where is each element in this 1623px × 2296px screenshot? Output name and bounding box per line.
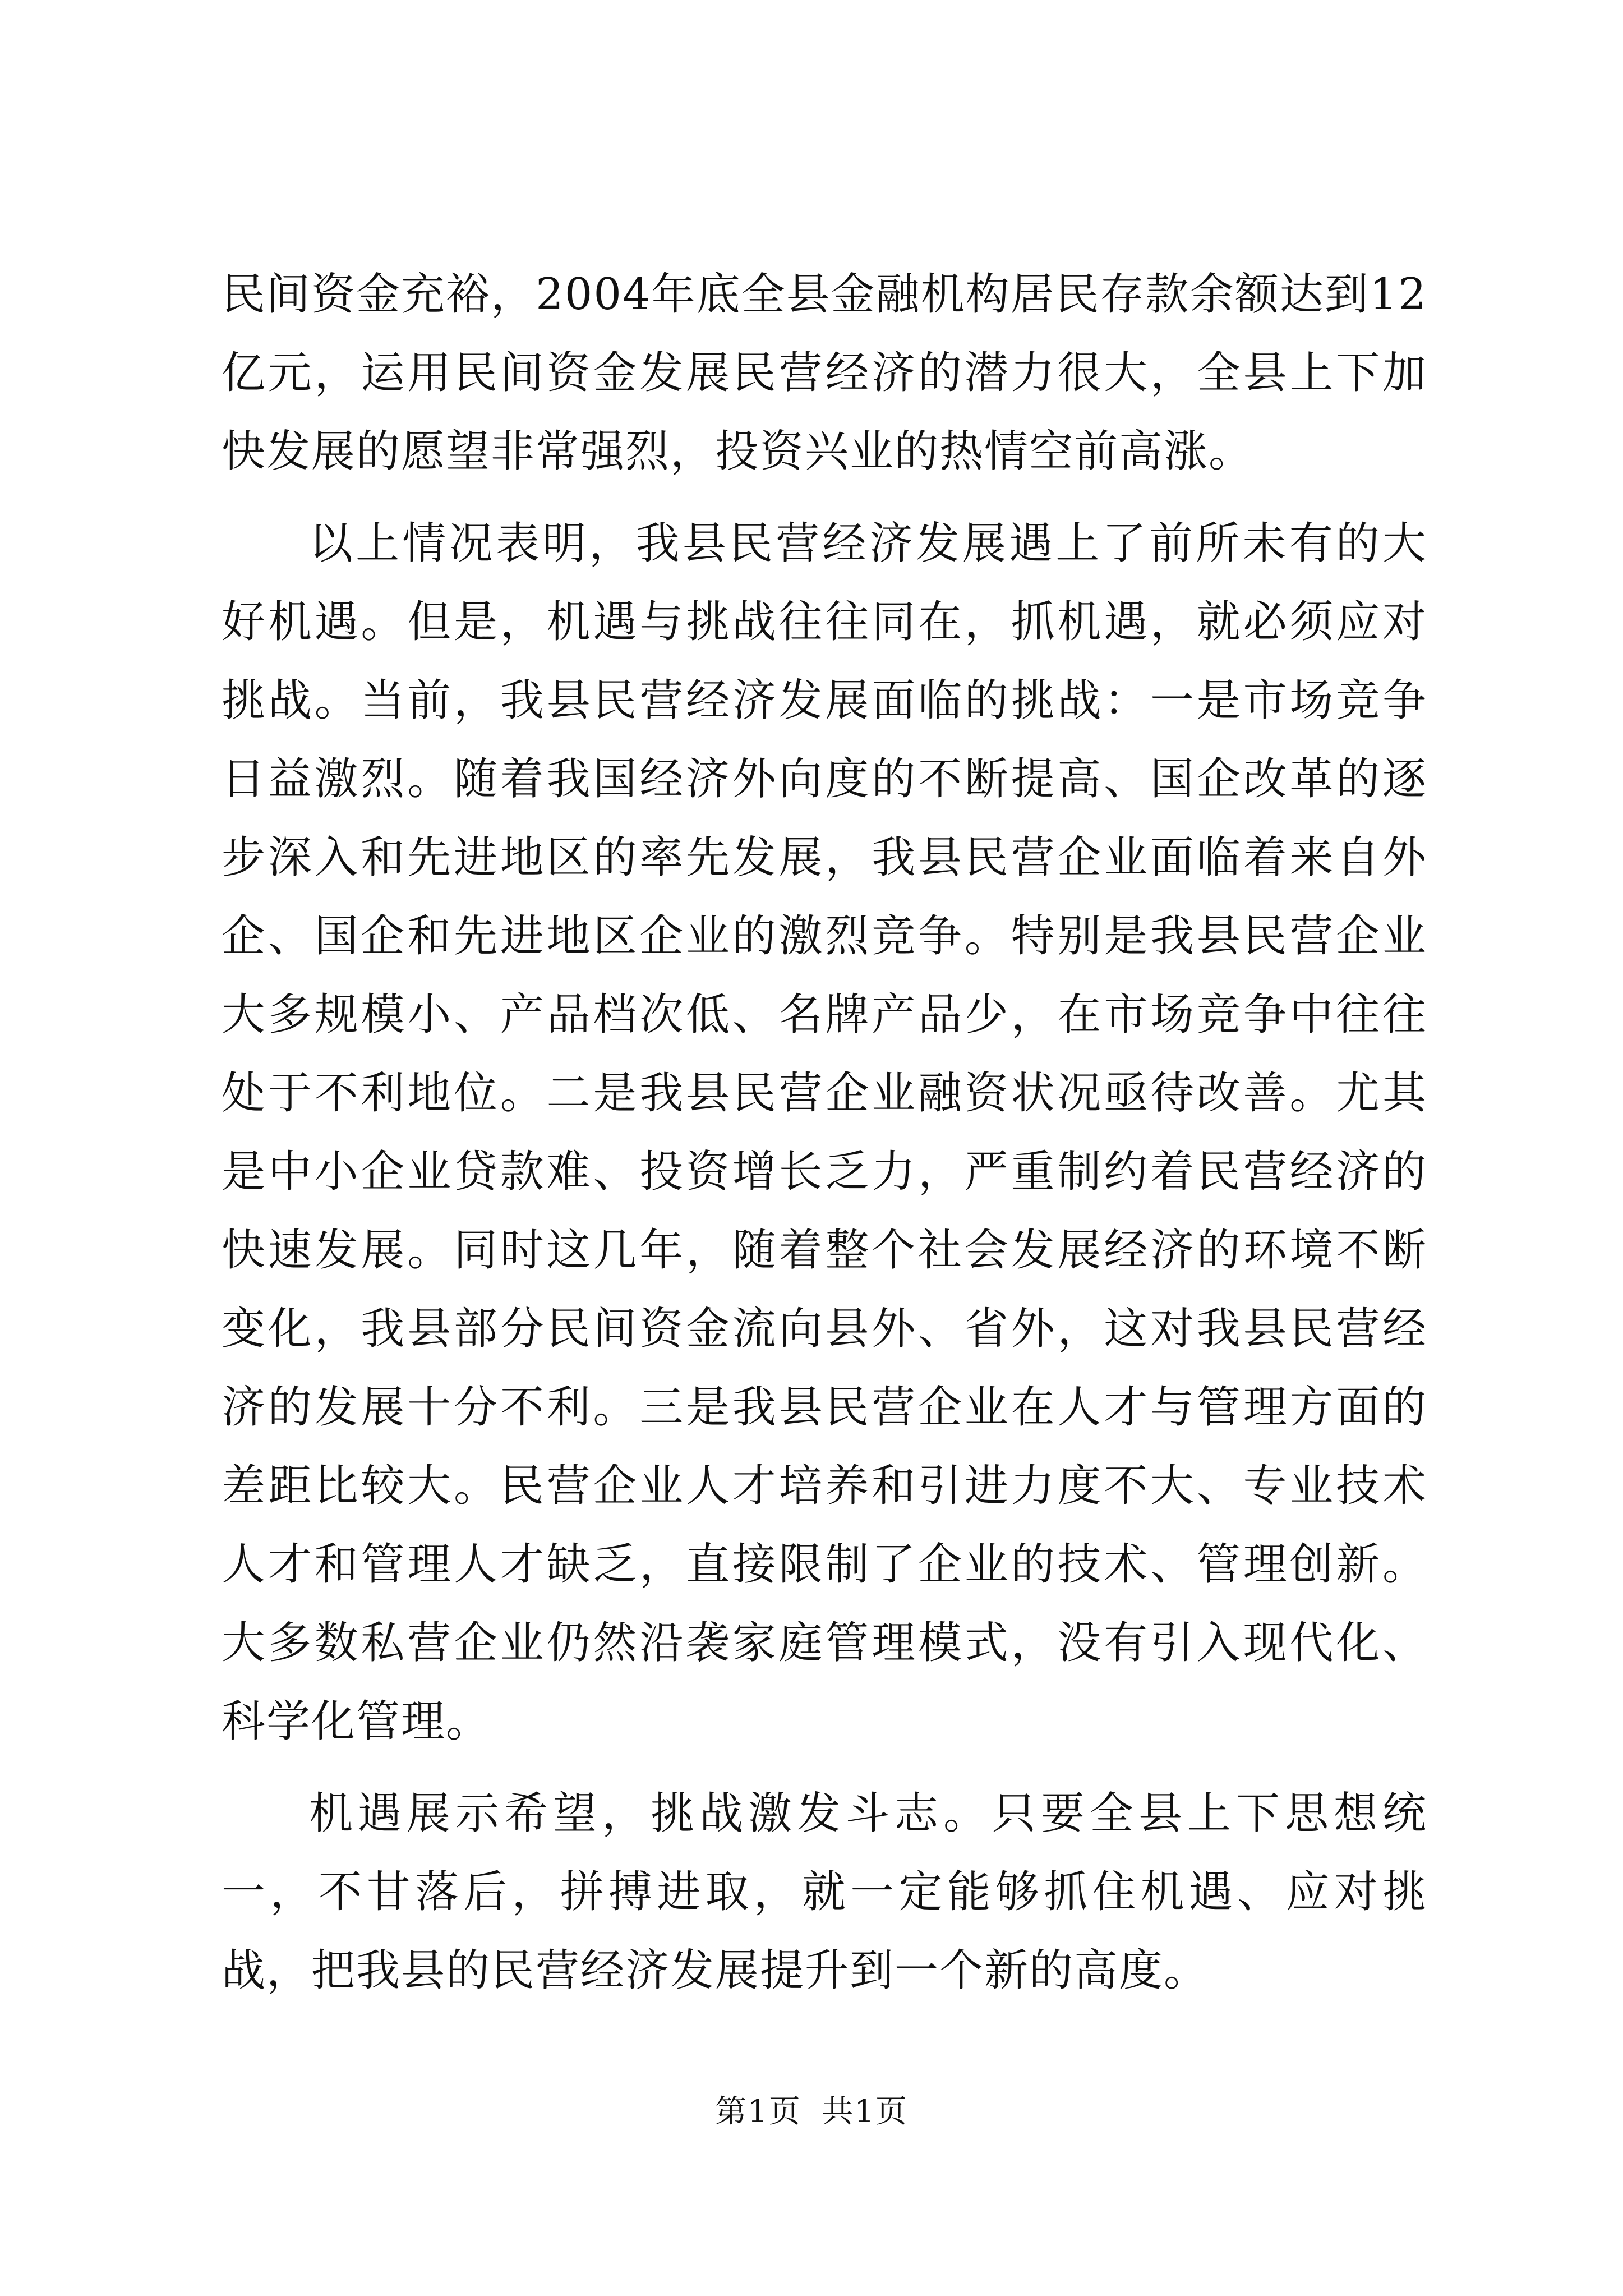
page-number: 第1页 [715,2093,801,2130]
paragraph-3: 机遇展示希望，挑战激发斗志。只要全县上下思想统一，不甘落后，拼搏进取，就一定能够抓住机遇、应对挑战，把我县的民营经济发展提升到一个新的高度。 [222,1788,1427,1996]
document-body [222,255,1427,2023]
page-total: 共1页 [822,2093,908,2130]
paragraph-2: 以上情况表明，我县民营经济发展遇上了前所未有的大好机遇。但是，机遇与挑战往往同在，抓机遇，就必须应对挑战。当前，我县民营经济发展面临的挑战：一是市场竞争日益激烈。随着我国经济外向度的不断提高、国企改革的逐步深入和先进地区的率先发展，我县民营企业面临着来自外企、国企和先进地区企业的激烈竞争。特别是我县民营企业大多规模小、产品档次低、名牌产品少，在市场竞争中往往处于不利地位。二是我县民营企业融资状况亟待改善。尤其是中小企业贷款难、投资增长乏力，严重制约着民营经济的快速发展。同时这几年，随着整个社会发展经济的环境不断变化，我县部分民间资金流向县外、省外，这对我县民营经济的发展十分不利。三是我县民营企业在人才与管理方面的差距比较大。民营企业人才培养和引进力度不大、专业技术人才和管理人才缺乏，直接限制了企业的技术、管理创新。大多数私营企业仍然沿袭家庭管理模式，没有引入现代化、科学化管理。 [222,518,1427,1747]
page-footer [0,2090,1623,2134]
paragraph-1: 民间资金充裕，2004年底全县金融机构居民存款余额达到12亿元，运用民间资金发展民营经济的潜力很大，全县上下加快发展的愿望非常强烈，投资兴业的热情空前高涨。 [222,269,1427,477]
